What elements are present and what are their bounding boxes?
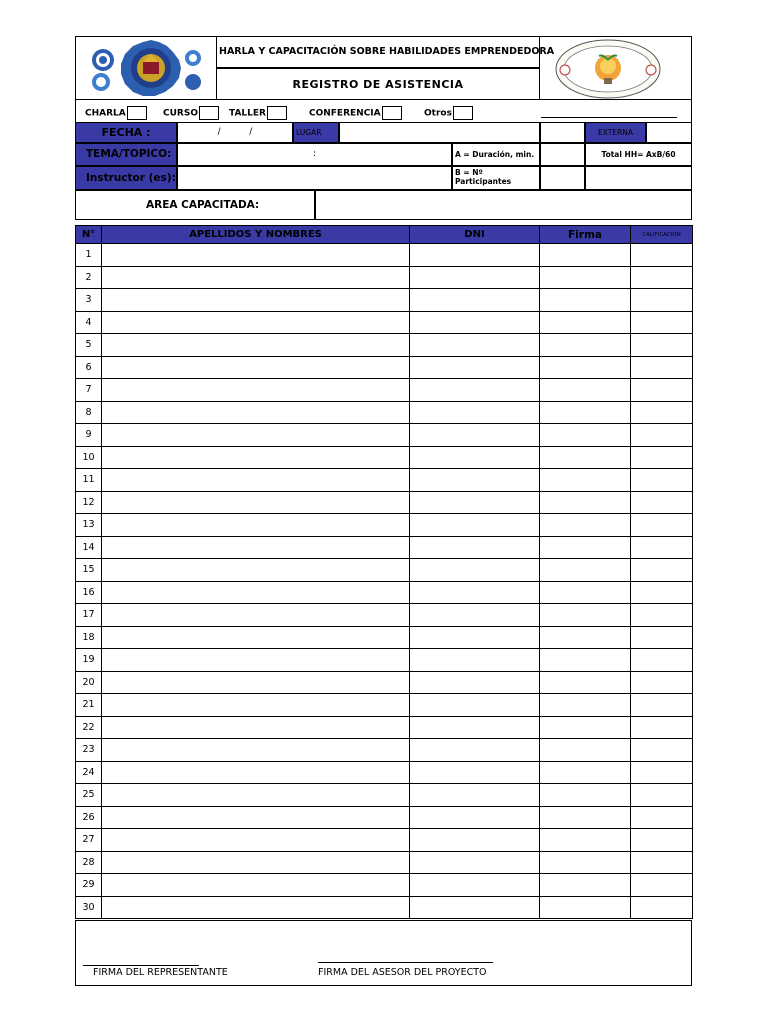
- table-row: [76, 379, 693, 402]
- row-number: 16: [76, 581, 102, 604]
- table-row: [76, 896, 693, 919]
- row-nombres-cell[interactable]: [102, 491, 410, 514]
- row-calificacion-cell[interactable]: [631, 266, 693, 289]
- row-dni-cell[interactable]: [410, 469, 540, 492]
- table-row: [76, 356, 693, 379]
- row-firma-cell[interactable]: [540, 581, 631, 604]
- row-number: 27: [76, 829, 102, 852]
- row-firma-cell[interactable]: [540, 874, 631, 897]
- row-nombres-cell[interactable]: [102, 446, 410, 469]
- instructor-field[interactable]: [177, 166, 452, 190]
- row-dni-cell[interactable]: [410, 446, 540, 469]
- row-calificacion-cell[interactable]: [631, 289, 693, 312]
- row-firma-cell[interactable]: [540, 851, 631, 874]
- row-firma-cell[interactable]: [540, 266, 631, 289]
- row-nombres-cell[interactable]: [102, 671, 410, 694]
- instructor-label: Instructor (es):: [75, 166, 177, 190]
- row-number: 2: [76, 266, 102, 289]
- row-calificacion-cell[interactable]: [631, 671, 693, 694]
- charla-checkbox[interactable]: [127, 106, 147, 120]
- row-number: 29: [76, 874, 102, 897]
- table-row: [76, 514, 693, 537]
- row-calificacion-cell[interactable]: [631, 401, 693, 424]
- charla-label: CHARLA: [85, 108, 126, 119]
- table-header-row: [76, 226, 693, 244]
- row-firma-cell[interactable]: [540, 716, 631, 739]
- area-field[interactable]: [315, 190, 692, 220]
- row-calificacion-cell[interactable]: [631, 379, 693, 402]
- row-dni-cell[interactable]: [410, 266, 540, 289]
- externa-field[interactable]: [646, 122, 692, 143]
- row-calificacion-cell[interactable]: [631, 716, 693, 739]
- form-title: HARLA Y CAPACITACIÓN SOBRE HABILIDADES EMPRENDEDORA: [219, 46, 555, 57]
- row-number: 19: [76, 649, 102, 672]
- col-header-nombres: APELLIDOS Y NOMBRES: [102, 226, 410, 244]
- table-row: [76, 784, 693, 807]
- total-hh-field[interactable]: [585, 166, 692, 190]
- row-nombres-cell[interactable]: [102, 626, 410, 649]
- row-number: 23: [76, 739, 102, 762]
- row-dni-cell[interactable]: [410, 536, 540, 559]
- row-nombres-cell[interactable]: [102, 829, 410, 852]
- row-dni-cell[interactable]: [410, 334, 540, 357]
- representative-signature-line[interactable]: [83, 965, 199, 966]
- advisor-signature-label: FIRMA DEL ASESOR DEL PROYECTO: [318, 967, 487, 978]
- row-firma-cell[interactable]: [540, 784, 631, 807]
- table-row: [76, 289, 693, 312]
- row-firma-cell[interactable]: [540, 491, 631, 514]
- tema-field[interactable]: :: [177, 143, 452, 166]
- row-calificacion-cell[interactable]: [631, 739, 693, 762]
- advisor-signature-line[interactable]: [318, 962, 493, 963]
- row-nombres-cell[interactable]: [102, 514, 410, 537]
- row-number: 8: [76, 401, 102, 424]
- otros-checkbox[interactable]: [453, 106, 473, 120]
- row-nombres-cell[interactable]: [102, 604, 410, 627]
- row-dni-cell[interactable]: [410, 806, 540, 829]
- option-taller: [229, 106, 287, 120]
- table-row: [76, 401, 693, 424]
- conferencia-label: CONFERENCIA: [309, 108, 381, 119]
- row-calificacion-cell[interactable]: [631, 424, 693, 447]
- row-firma-cell[interactable]: [540, 379, 631, 402]
- row-firma-cell[interactable]: [540, 604, 631, 627]
- row-dni-cell[interactable]: [410, 874, 540, 897]
- row-dni-cell[interactable]: [410, 604, 540, 627]
- form-subtitle: REGISTRO DE ASISTENCIA: [292, 78, 464, 91]
- row-dni-cell[interactable]: [410, 649, 540, 672]
- row-number: 10: [76, 446, 102, 469]
- row-nombres-cell[interactable]: [102, 649, 410, 672]
- row-nombres-cell[interactable]: [102, 694, 410, 717]
- row-calificacion-cell[interactable]: [631, 851, 693, 874]
- curso-label: CURSO: [163, 108, 198, 119]
- row-firma-cell[interactable]: [540, 806, 631, 829]
- row-firma-cell[interactable]: [540, 829, 631, 852]
- table-row: [76, 334, 693, 357]
- attendance-table: [75, 225, 693, 919]
- row-nombres-cell[interactable]: [102, 401, 410, 424]
- row-nombres-cell[interactable]: [102, 289, 410, 312]
- option-otros: [424, 106, 473, 120]
- attendance-form: [75, 36, 692, 986]
- row-nombres-cell[interactable]: [102, 761, 410, 784]
- otros-specify-line[interactable]: [541, 117, 677, 118]
- row-calificacion-cell[interactable]: [631, 806, 693, 829]
- table-row: [76, 446, 693, 469]
- row-calificacion-cell[interactable]: [631, 829, 693, 852]
- row-number: 26: [76, 806, 102, 829]
- row-calificacion-cell[interactable]: [631, 896, 693, 919]
- title-cell: [216, 36, 555, 68]
- table-row: [76, 806, 693, 829]
- participantes-field[interactable]: [540, 166, 585, 190]
- row-dni-cell[interactable]: [410, 784, 540, 807]
- fecha-label: FECHA :: [75, 122, 177, 143]
- project-logo: [551, 38, 665, 100]
- row-calificacion-cell[interactable]: [631, 334, 693, 357]
- externa-label: EXTERNA: [585, 122, 646, 143]
- row-nombres-cell[interactable]: [102, 851, 410, 874]
- row-nombres-cell[interactable]: [102, 244, 410, 267]
- table-row: [76, 829, 693, 852]
- row-calificacion-cell[interactable]: [631, 244, 693, 267]
- fecha-field[interactable]: / /: [177, 122, 293, 143]
- row-dni-cell[interactable]: [410, 761, 540, 784]
- row-dni-cell[interactable]: [410, 424, 540, 447]
- row-calificacion-cell[interactable]: [631, 694, 693, 717]
- row-dni-cell[interactable]: [410, 356, 540, 379]
- row-firma-cell[interactable]: [540, 649, 631, 672]
- row-dni-cell[interactable]: [410, 829, 540, 852]
- row-firma-cell[interactable]: [540, 311, 631, 334]
- col-header-firma: Firma: [540, 226, 631, 244]
- row-nombres-cell[interactable]: [102, 559, 410, 582]
- row-number: 1: [76, 244, 102, 267]
- row-dni-cell[interactable]: [410, 716, 540, 739]
- row-number: 11: [76, 469, 102, 492]
- table-row: [76, 559, 693, 582]
- row-number: 15: [76, 559, 102, 582]
- table-row: [76, 694, 693, 717]
- row-number: 18: [76, 626, 102, 649]
- row-nombres-cell[interactable]: [102, 536, 410, 559]
- row-number: 28: [76, 851, 102, 874]
- row-firma-cell[interactable]: [540, 424, 631, 447]
- row-dni-cell[interactable]: [410, 671, 540, 694]
- row-number: 25: [76, 784, 102, 807]
- row-calificacion-cell[interactable]: [631, 761, 693, 784]
- row-number: 21: [76, 694, 102, 717]
- row-calificacion-cell[interactable]: [631, 356, 693, 379]
- row-firma-cell[interactable]: [540, 896, 631, 919]
- row-calificacion-cell[interactable]: [631, 626, 693, 649]
- row-nombres-cell[interactable]: [102, 739, 410, 762]
- row-nombres-cell[interactable]: [102, 356, 410, 379]
- row-number: 6: [76, 356, 102, 379]
- row-nombres-cell[interactable]: [102, 716, 410, 739]
- row-firma-cell[interactable]: [540, 289, 631, 312]
- table-row: [76, 244, 693, 267]
- table-row: [76, 761, 693, 784]
- row-firma-cell[interactable]: [540, 694, 631, 717]
- table-row: [76, 424, 693, 447]
- row-number: 9: [76, 424, 102, 447]
- row-firma-cell[interactable]: [540, 761, 631, 784]
- row-calificacion-cell[interactable]: [631, 514, 693, 537]
- row-calificacion-cell[interactable]: [631, 559, 693, 582]
- lugar-field[interactable]: [339, 122, 540, 143]
- table-row: [76, 581, 693, 604]
- col-header-dni: DNI: [410, 226, 540, 244]
- row-dni-cell[interactable]: [410, 379, 540, 402]
- table-row: [76, 469, 693, 492]
- row-dni-cell[interactable]: [410, 559, 540, 582]
- taller-label: TALLER: [229, 108, 266, 119]
- row-calificacion-cell[interactable]: [631, 784, 693, 807]
- duracion-label: A = Duración, min.: [452, 143, 540, 166]
- row-number: 4: [76, 311, 102, 334]
- total-hh-label: Total HH= AxB/60: [585, 143, 692, 166]
- participantes-label: B = Nº Participantes: [452, 166, 540, 190]
- area-label: AREA CAPACITADA:: [75, 190, 315, 220]
- row-dni-cell[interactable]: [410, 289, 540, 312]
- table-row: [76, 266, 693, 289]
- row-number: 30: [76, 896, 102, 919]
- row-dni-cell[interactable]: [410, 851, 540, 874]
- row-dni-cell[interactable]: [410, 311, 540, 334]
- row-calificacion-cell[interactable]: [631, 491, 693, 514]
- row-calificacion-cell[interactable]: [631, 536, 693, 559]
- table-row: [76, 874, 693, 897]
- table-row: [76, 491, 693, 514]
- institution-logo: [81, 38, 211, 98]
- row-dni-cell[interactable]: [410, 401, 540, 424]
- row-dni-cell[interactable]: [410, 896, 540, 919]
- row-nombres-cell[interactable]: [102, 379, 410, 402]
- tema-label: TEMA/TOPICO:: [75, 143, 177, 166]
- row-firma-cell[interactable]: [540, 536, 631, 559]
- option-charla: [85, 106, 147, 120]
- row-number: 14: [76, 536, 102, 559]
- row-number: 7: [76, 379, 102, 402]
- subtitle-cell: [216, 68, 540, 100]
- row-nombres-cell[interactable]: [102, 784, 410, 807]
- row-nombres-cell[interactable]: [102, 311, 410, 334]
- row-number: 24: [76, 761, 102, 784]
- conferencia-checkbox[interactable]: [382, 106, 402, 120]
- row-dni-cell[interactable]: [410, 739, 540, 762]
- row-calificacion-cell[interactable]: [631, 446, 693, 469]
- row-dni-cell[interactable]: [410, 244, 540, 267]
- row-dni-cell[interactable]: [410, 491, 540, 514]
- row-dni-cell[interactable]: [410, 626, 540, 649]
- row-firma-cell[interactable]: [540, 244, 631, 267]
- row-firma-cell[interactable]: [540, 671, 631, 694]
- row-dni-cell[interactable]: [410, 581, 540, 604]
- row-nombres-cell[interactable]: [102, 806, 410, 829]
- col-header-num: N°: [76, 226, 102, 244]
- row-firma-cell[interactable]: [540, 446, 631, 469]
- otros-label: Otros: [424, 108, 452, 119]
- row-number: 12: [76, 491, 102, 514]
- row-dni-cell[interactable]: [410, 694, 540, 717]
- row-firma-cell[interactable]: [540, 514, 631, 537]
- row-nombres-cell[interactable]: [102, 469, 410, 492]
- row-number: 5: [76, 334, 102, 357]
- row-firma-cell[interactable]: [540, 356, 631, 379]
- row-nombres-cell[interactable]: [102, 896, 410, 919]
- col-header-calificacion: CALIFICACIÓN: [631, 226, 693, 244]
- representative-signature-label: FIRMA DEL REPRESENTANTE: [93, 967, 228, 978]
- row-nombres-cell[interactable]: [102, 874, 410, 897]
- row-number: 22: [76, 716, 102, 739]
- table-row: [76, 716, 693, 739]
- option-conferencia: [309, 106, 402, 120]
- row-calificacion-cell[interactable]: [631, 649, 693, 672]
- row-firma-cell[interactable]: [540, 739, 631, 762]
- row-calificacion-cell[interactable]: [631, 311, 693, 334]
- row-number: 13: [76, 514, 102, 537]
- table-row: [76, 649, 693, 672]
- row-firma-cell[interactable]: [540, 559, 631, 582]
- taller-checkbox[interactable]: [267, 106, 287, 120]
- table-row: [76, 626, 693, 649]
- row-calificacion-cell[interactable]: [631, 604, 693, 627]
- row-number: 20: [76, 671, 102, 694]
- row-firma-cell[interactable]: [540, 626, 631, 649]
- row-calificacion-cell[interactable]: [631, 581, 693, 604]
- row-number: 17: [76, 604, 102, 627]
- row-calificacion-cell[interactable]: [631, 469, 693, 492]
- row-firma-cell[interactable]: [540, 334, 631, 357]
- table-row: [76, 604, 693, 627]
- lugar-label: LUGAR: [293, 122, 339, 143]
- row-nombres-cell[interactable]: [102, 334, 410, 357]
- table-row: [76, 851, 693, 874]
- row-number: 3: [76, 289, 102, 312]
- externa-blank-cell: [540, 122, 585, 143]
- row-firma-cell[interactable]: [540, 469, 631, 492]
- row-nombres-cell[interactable]: [102, 581, 410, 604]
- row-calificacion-cell[interactable]: [631, 874, 693, 897]
- duracion-field[interactable]: [540, 143, 585, 166]
- table-row: [76, 739, 693, 762]
- table-row: [76, 311, 693, 334]
- table-row: [76, 536, 693, 559]
- row-nombres-cell[interactable]: [102, 266, 410, 289]
- row-firma-cell[interactable]: [540, 401, 631, 424]
- row-nombres-cell[interactable]: [102, 424, 410, 447]
- option-curso: [163, 106, 219, 120]
- row-dni-cell[interactable]: [410, 514, 540, 537]
- table-row: [76, 671, 693, 694]
- curso-checkbox[interactable]: [199, 106, 219, 120]
